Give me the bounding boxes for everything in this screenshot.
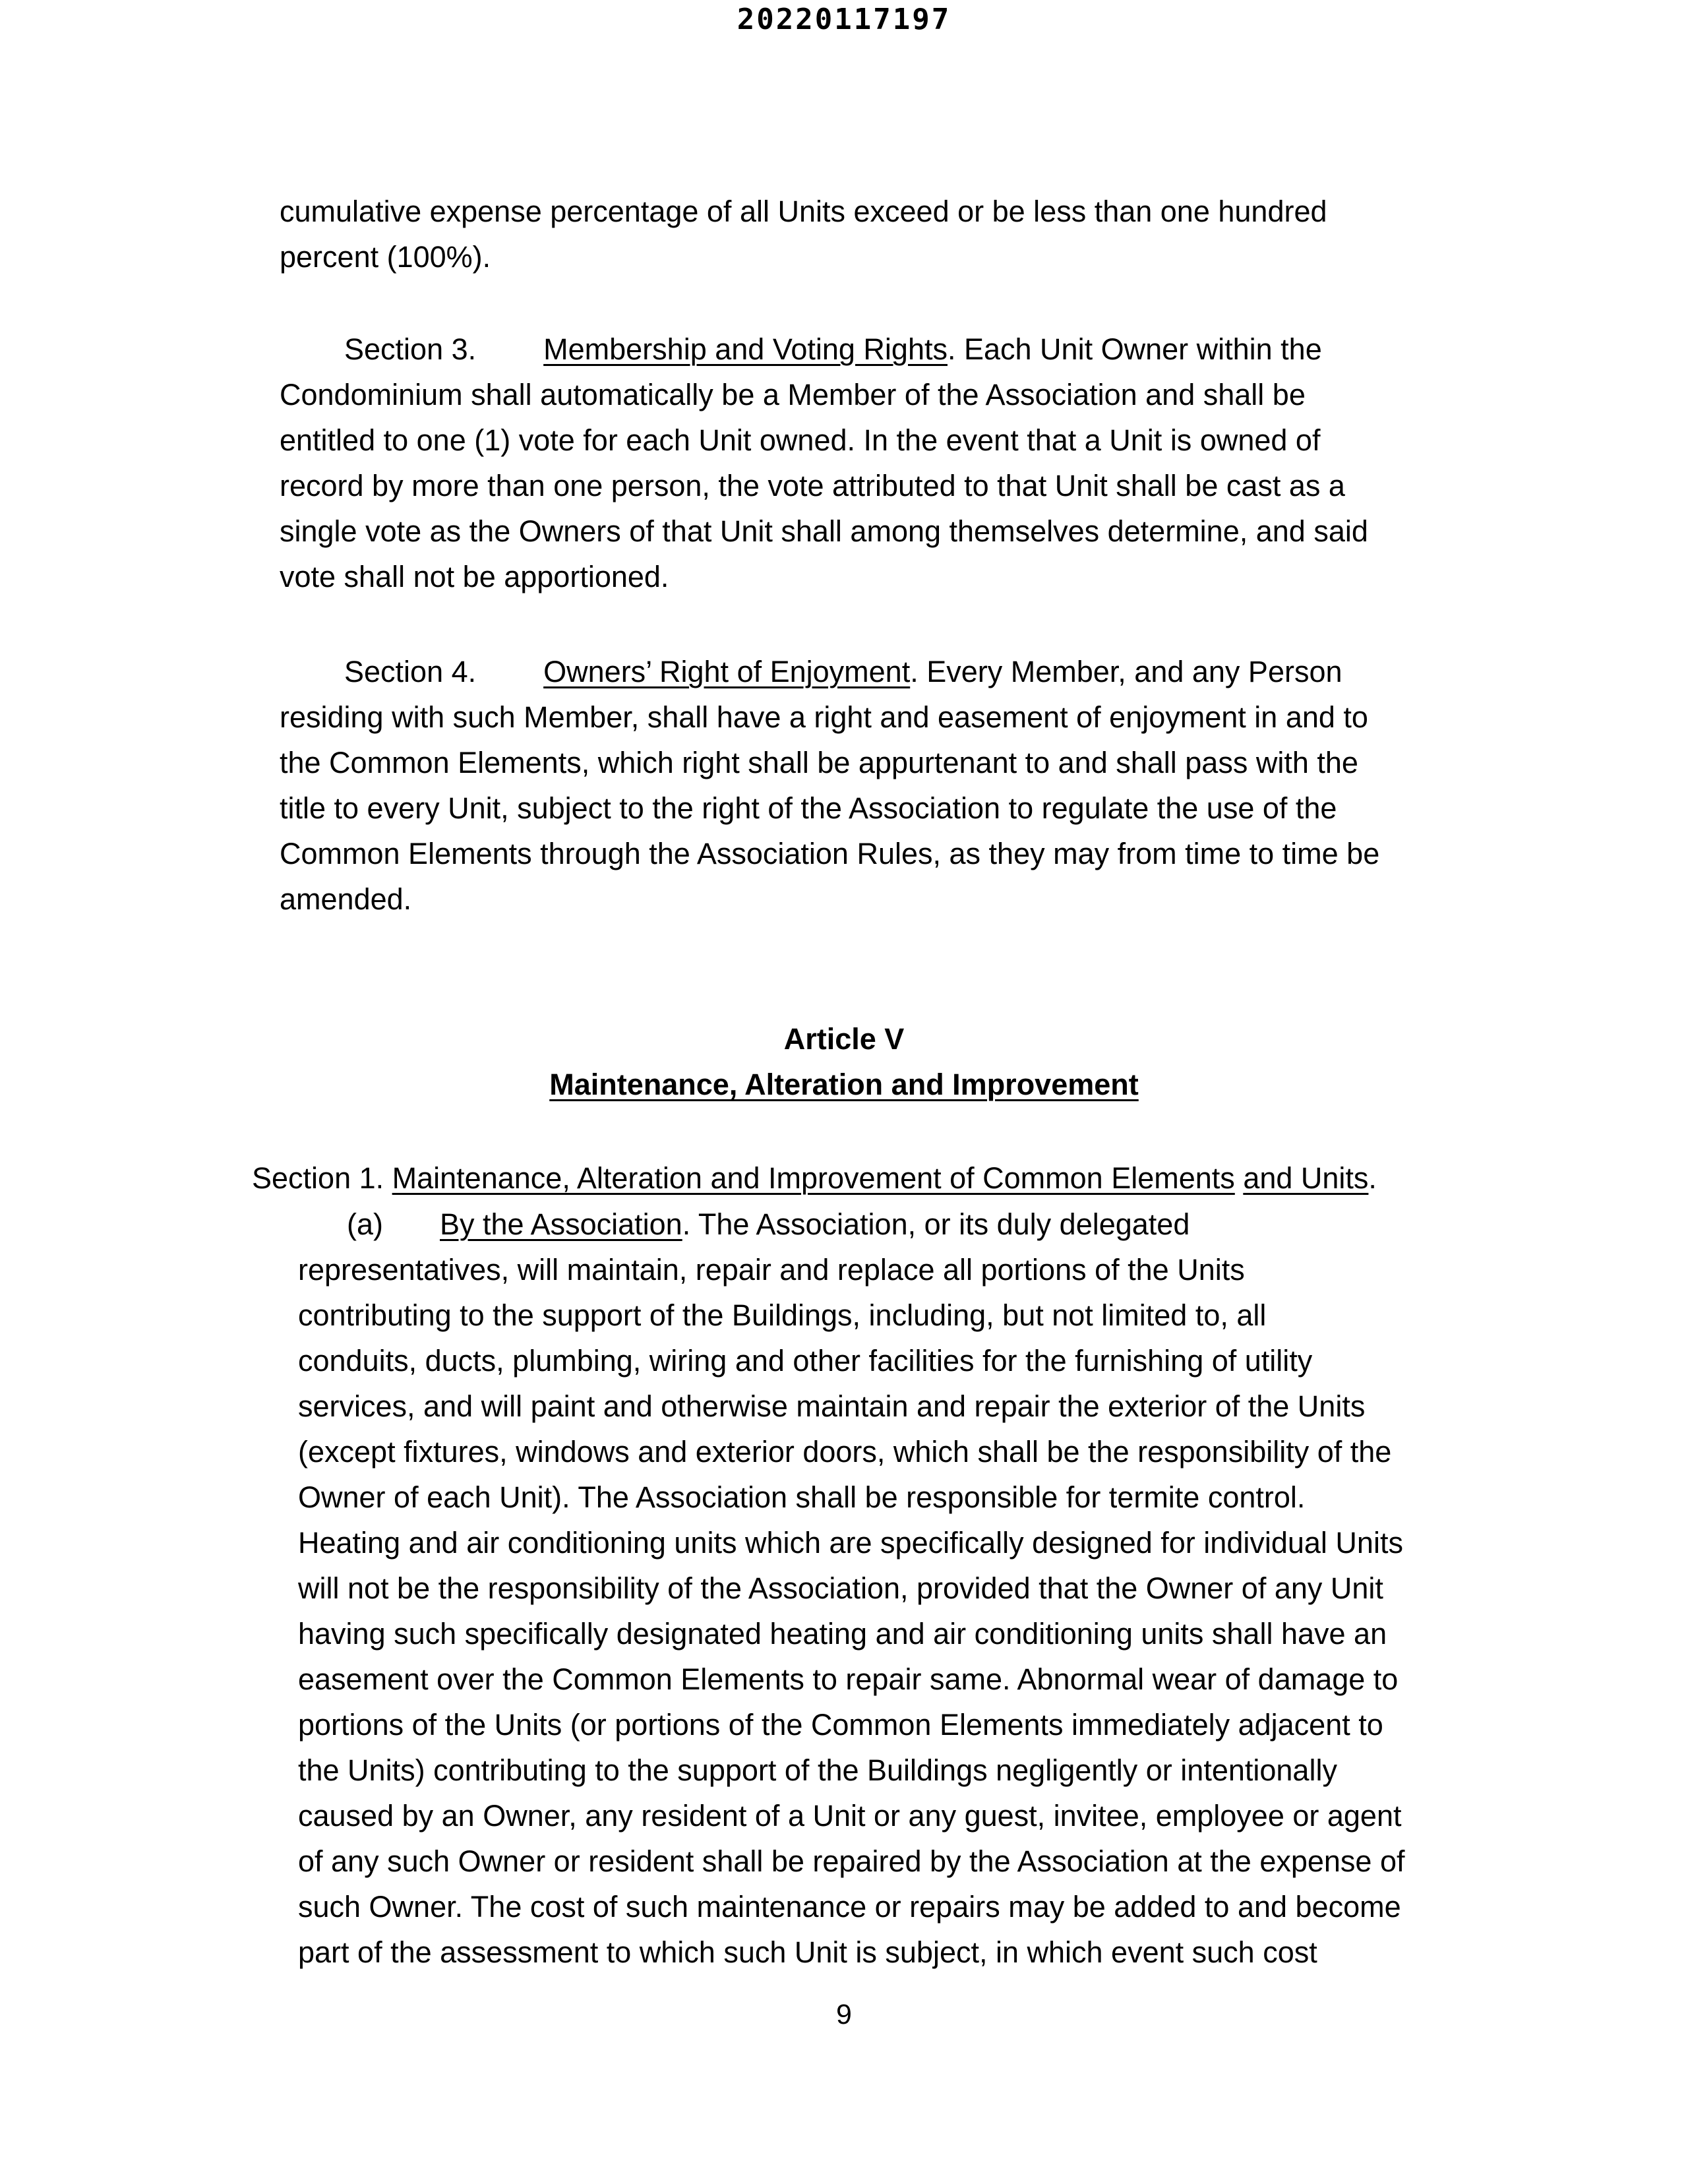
text-line [280, 326, 1368, 372]
text-line: record by more than one person, the vote attributed to that Unit shall be cast as a [280, 469, 1345, 502]
text-run: . [1368, 1161, 1377, 1195]
text-line: title to every Unit, subject to the right of the Association to regulate the use of the [280, 791, 1337, 825]
text-line [298, 1201, 1405, 1247]
text-line: such Owner. The cost of such maintenance or repairs may be added to and become [298, 1890, 1401, 1924]
text-line: cumulative expense percentage of all Units exceed or be less than one hundred [280, 195, 1327, 228]
text-line: entitled to one (1) vote for each Unit owned. In the event that a Unit is owned of [280, 423, 1321, 457]
text-line: representatives, will maintain, repair and replace all portions of the Units [298, 1253, 1245, 1287]
text-run: . Every Member, and any Person [910, 655, 1342, 688]
section-3-title: Membership and Voting Rights [543, 332, 948, 366]
text-line: services, and will paint and otherwise maintain and repair the exterior of the Units [298, 1389, 1366, 1423]
text-line: easement over the Common Elements to repair same. Abnormal wear of damage to [298, 1662, 1399, 1696]
text-line: conduits, ducts, plumbing, wiring and other facilities for the furnishing of utility [298, 1344, 1313, 1378]
text-line: portions of the Units (or portions of the Common Elements immediately adjacent to [298, 1708, 1383, 1742]
section-1-title-part2: and Units [1243, 1161, 1369, 1195]
text-line: the Common Elements, which right shall be appurtenant to and shall pass with the [280, 746, 1358, 779]
page-number: 9 [836, 1999, 852, 2030]
text-line: Condominium shall automatically be a Member of the Association and shall be [280, 378, 1306, 411]
text-line: vote shall not be apportioned. [280, 560, 669, 593]
text-run: . The Association, or its duly delegated [682, 1207, 1190, 1241]
section-1-title-part1: Maintenance, Alteration and Improvement of Common Elements [392, 1161, 1235, 1195]
subsection-a-title: By the Association [440, 1207, 682, 1241]
article-number: Article V [783, 1022, 905, 1056]
text-line: percent (100%). [280, 240, 491, 274]
text-line: Common Elements through the Association Rules, as they may from time to time be [280, 837, 1380, 870]
text-line: caused by an Owner, any resident of a Unit or any guest, invitee, employee or agent [298, 1799, 1402, 1833]
text-line: the Units) contributing to the support of the Buildings negligently or intentionally [298, 1753, 1337, 1787]
article-title [0, 1062, 1688, 1107]
text-line: amended. [280, 882, 412, 916]
section-4-paragraph [280, 649, 1379, 922]
text-line: Owner of each Unit). The Association shall be responsible for termite control. [298, 1480, 1306, 1514]
document-number: 20220117197 [737, 3, 951, 36]
text-line: contributing to the support of the Buildings, including, but not limited to, all [298, 1298, 1267, 1332]
section-3-label: Section 3. [344, 332, 477, 366]
text-run: . Each Unit Owner within the [947, 332, 1322, 366]
intro-paragraph [280, 189, 1327, 280]
text-line: (except fixtures, windows and exterior doors, which shall be the responsibility of the [298, 1435, 1392, 1469]
text-line: Heating and air conditioning units which are specifically designed for individual Units [298, 1526, 1403, 1560]
section-4-title: Owners’ Right of Enjoyment [543, 655, 911, 688]
text-line: will not be the responsibility of the Association, provided that the Owner of any Unit [298, 1571, 1383, 1605]
text-line: single vote as the Owners of that Unit shall among themselves determine, and said [280, 514, 1368, 548]
text-line: residing with such Member, shall have a right and easement of enjoyment in and to [280, 700, 1368, 734]
section-4-label: Section 4. [344, 655, 477, 688]
section-3-paragraph [280, 326, 1368, 599]
subsection-a-label: (a) [347, 1207, 383, 1241]
article-title-text: Maintenance, Alteration and Improvement [549, 1068, 1139, 1101]
subsection-a-paragraph [298, 1201, 1405, 1975]
text-line: part of the assessment to which such Unit is subject, in which event such cost [298, 1935, 1317, 1969]
text-line [280, 649, 1379, 694]
text-line: having such specifically designated heating and air conditioning units shall have an [298, 1617, 1387, 1651]
section-1-label: Section 1. [252, 1161, 392, 1195]
section-1-heading [252, 1155, 1377, 1201]
text-line: of any such Owner or resident shall be repaired by the Association at the expense of [298, 1844, 1405, 1878]
text-run [1235, 1161, 1244, 1195]
